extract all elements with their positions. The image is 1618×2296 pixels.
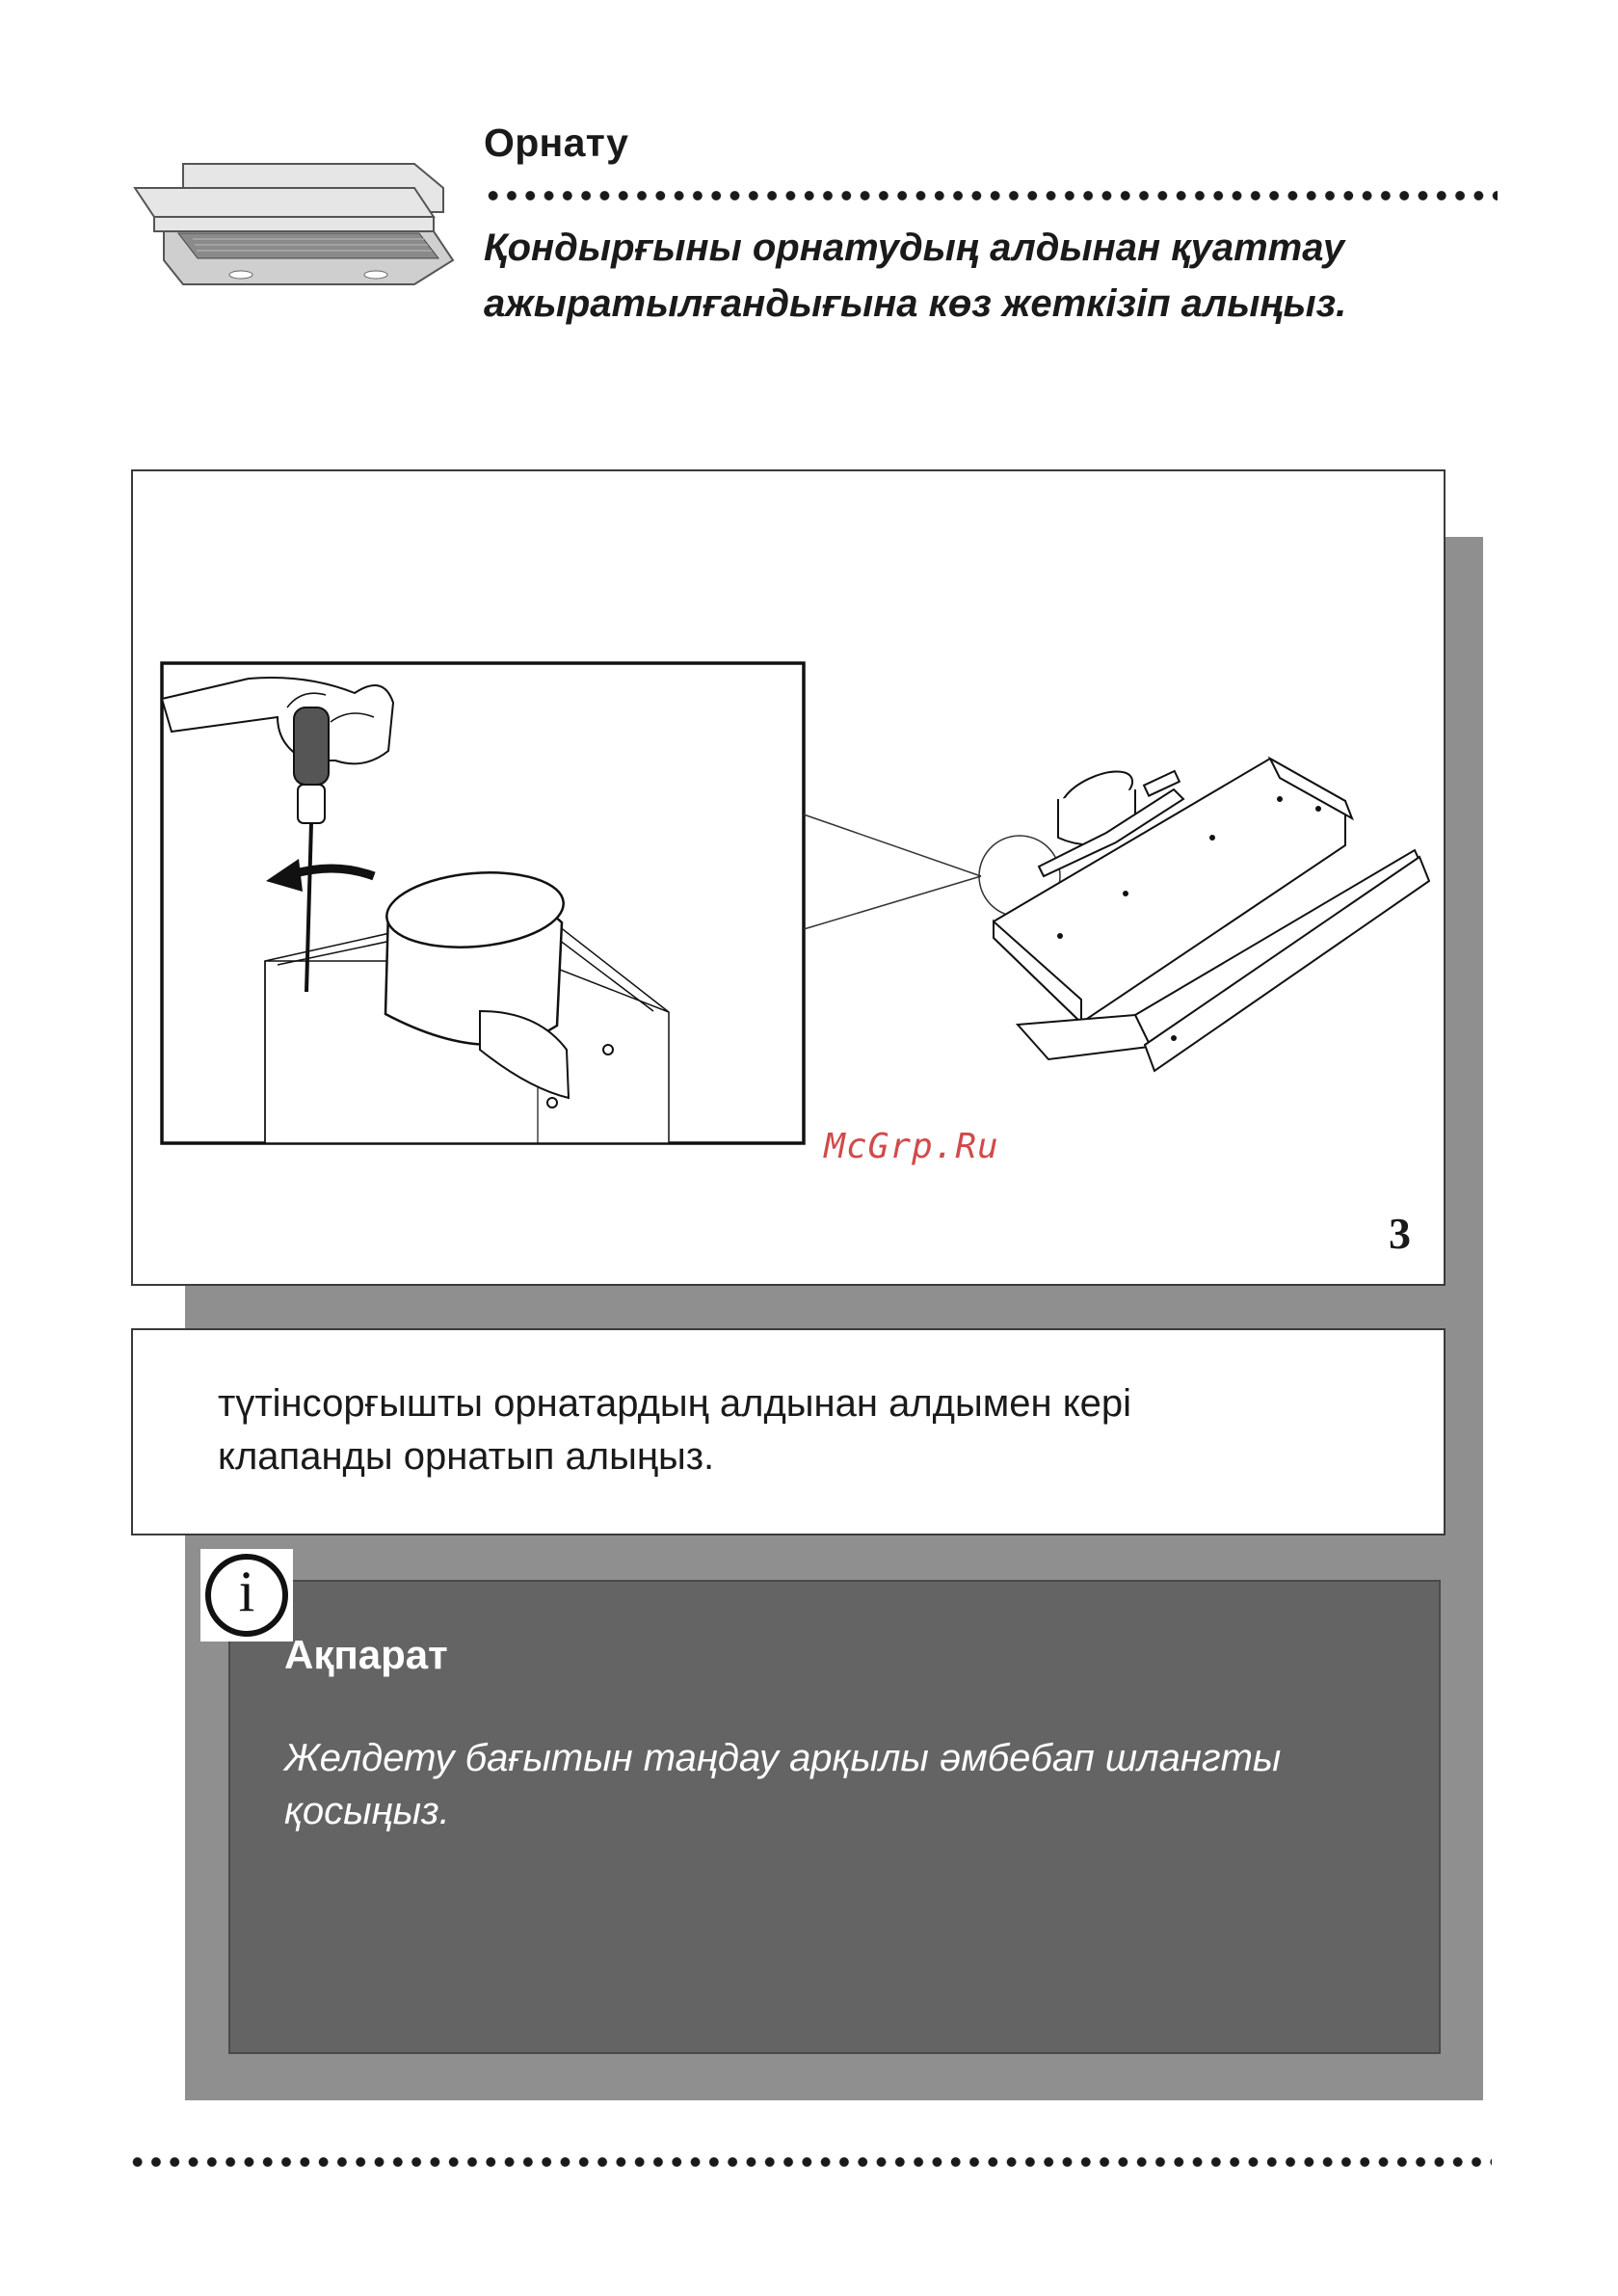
warning-text <box>484 220 1544 332</box>
instruction-box <box>131 1328 1446 1535</box>
warning-line-1: Қондырғыны орнатудың алдынан қуаттау <box>484 227 1345 269</box>
hood-drawing <box>994 759 1429 1071</box>
instruction-line-2: клапанды орнатып алыңыз. <box>218 1435 715 1478</box>
warning-line-2: ажыратылғандығына көз жеткізіп алыңыз. <box>484 282 1347 325</box>
info-body <box>284 1732 1412 1838</box>
info-line-2: қосыңыз. <box>284 1790 450 1832</box>
detail-inset <box>162 663 804 1143</box>
figure-box <box>131 469 1446 1286</box>
hood-thumbnail-illustration <box>125 145 472 289</box>
info-line-1: Желдету бағытын таңдау арқылы әмбебап шлангты <box>284 1737 1282 1779</box>
instruction-text <box>218 1377 1374 1483</box>
info-icon-holder <box>200 1549 293 1642</box>
info-icon: i <box>205 1554 288 1637</box>
figure-number: 3 <box>1389 1209 1411 1258</box>
watermark: McGrp.Ru <box>824 1127 999 1166</box>
section-title: Орнату <box>484 120 629 165</box>
instruction-line-1: түтінсорғышты орнатардың алдынан алдымен кері <box>218 1382 1132 1425</box>
dotted-divider-top <box>484 189 1498 202</box>
info-title: Ақпарат <box>284 1632 448 1677</box>
dotted-divider-bottom <box>128 2155 1492 2169</box>
